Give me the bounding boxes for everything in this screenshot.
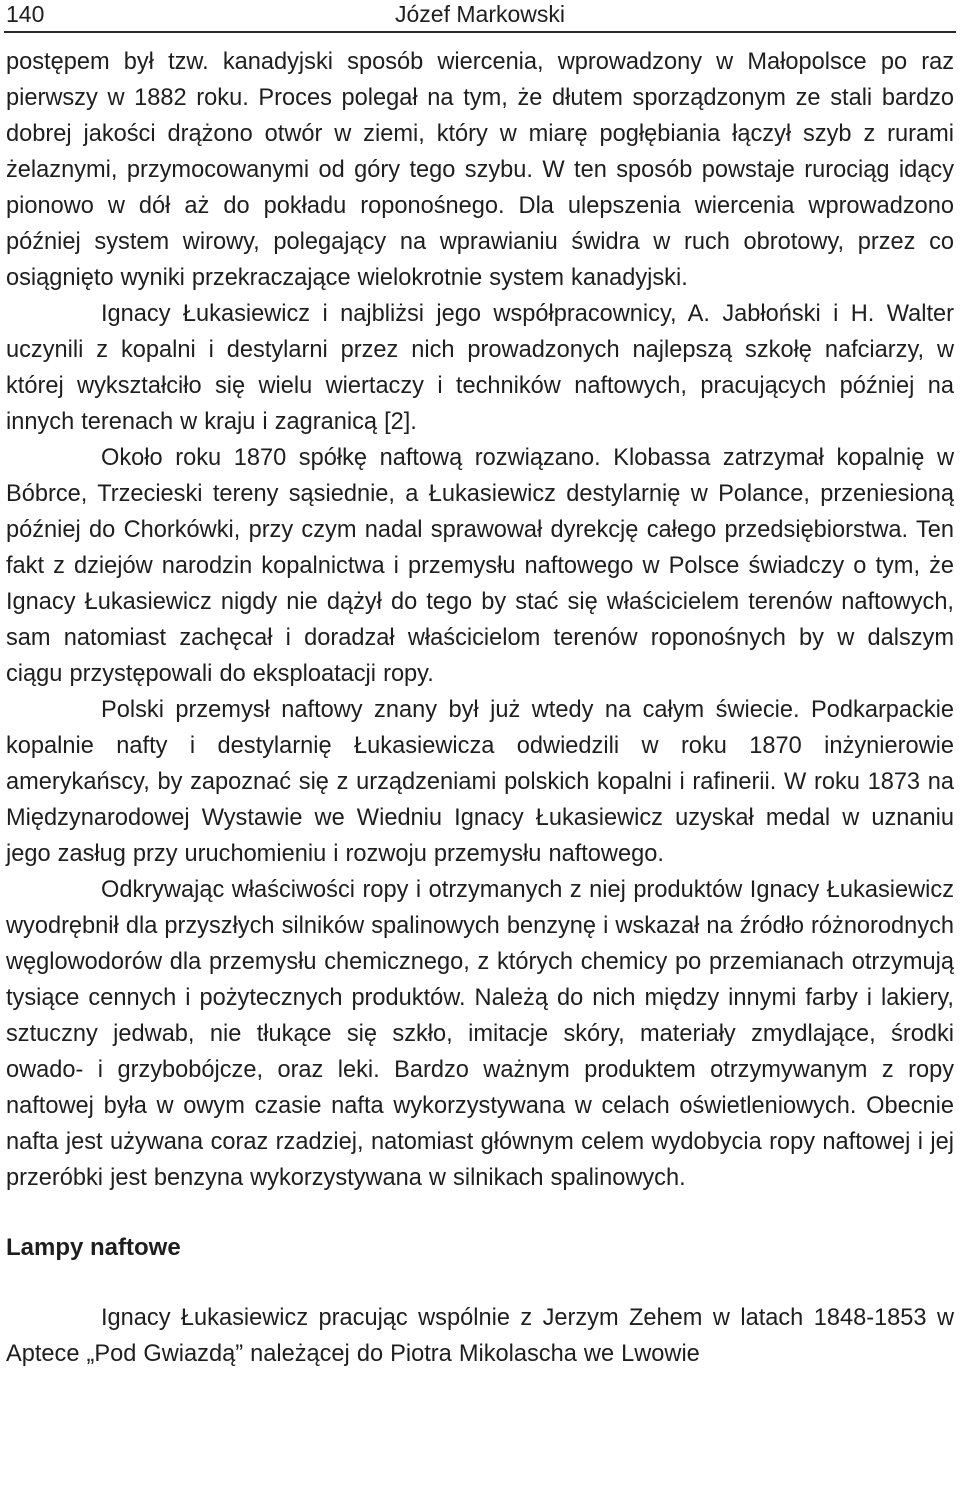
paragraph: Polski przemysł naftowy znany był już wtedy na całym świecie. Podkarpackie kopalnie nafty i destylarnię Łukasiewicza odwiedzili w roku 1870 inżynierowie amerykańscy, by zapoznać się z urządzeniami polskich kopalni i rafinerii. W roku 1873 na Międzynarodowej Wystawie we Wiedniu Ignacy Łukasiewicz uzyskał medal w uznaniu jego zasług przy uruchomieniu i rozwoju przemysłu naftowego. bbox=[6, 697, 954, 867]
paragraph: Odkrywając właściwości ropy i otrzymanych z niej produktów Ignacy Łukasiewicz wyodrębnił dla przyszłych silników spalinowych benzynę i wskazał na źródło różnorodnych węglowodorów dla przemysłu chemicznego, z których chemicy po przemianach otrzymują tysiące cennych i pożytecznych produktów. Należą do nich między innymi farby i lakiery, sztuczny jedwab, nie tłukące się szkło, imitacje skóry, materiały zmydlające, środki owado- i grzybobójcze, oraz leki. Bardzo ważnym produktem otrzymywanym z ropy naftowej była w owym czasie nafta wykorzystywana w celach oświetleniowych. Obecnie nafta jest używana coraz rzadziej, natomiast głównym celem wydobycia ropy naftowej i jej przeróbki jest benzyna wykorzystywana w silnikach spalinowych. bbox=[6, 877, 954, 1191]
paragraph: Ignacy Łukasiewicz i najbliżsi jego współpracownicy, A. Jabłoński i H. Walter uczynili z kopalni i destylarni przez nich prowadzonych najlepszą szkołę nafciarzy, w której wykształciło się wielu wiertaczy i techników naftowych, pracujących później na innych terenach w kraju i zagranicą [2]. bbox=[6, 301, 954, 435]
running-header-author: Józef Markowski bbox=[395, 1, 565, 27]
page-number: 140 bbox=[6, 1, 45, 27]
body-text bbox=[6, 44, 954, 1372]
section-paragraph: Ignacy Łukasiewicz pracując wspólnie z Jerzym Zehem w latach 1848-1853 w Aptece „Pod Gwiazdą” należącej do Piotra Mikolascha we Lwowie bbox=[6, 1305, 954, 1367]
paragraph: Około roku 1870 spółkę naftową rozwiązano. Klobassa zatrzymał kopalnię w Bóbrce, Trzecieski tereny sąsiednie, a Łukasiewicz destylarnię w Polance, przeniesioną później do Chorkówki, przy czym nadal sprawował dyrekcję całego przedsiębiorstwa. Ten fakt z dziejów narodzin kopalnictwa i przemysłu naftowego w Polsce świadczy o tym, że Ignacy Łukasiewicz nigdy nie dążył do tego by stać się właścicielem terenów naftowych, sam natomiast zachęcał i doradzał właścicielom terenów roponośnych by w dalszym ciągu przystępowali do eksploatacji ropy. bbox=[6, 445, 954, 687]
section-heading: Lampy naftowe bbox=[6, 1234, 181, 1261]
running-header bbox=[6, 0, 954, 28]
header-rule bbox=[4, 31, 956, 33]
paragraph-continued: postępem był tzw. kanadyjski sposób wiercenia, wprowadzony w Małopolsce po raz pierwszy w 1882 roku. Proces polegał na tym, że dłutem sporządzonym ze stali bardzo dobrej jakości drążono otwór w ziemi, który w miarę pogłębiania łączył szyb z rurami żelaznymi, przymocowanymi od góry tego szybu. W ten sposób powstaje rurociąg idący pionowo w dół aż do pokładu roponośnego. Dla ulepszenia wiercenia wprowadzono później system wirowy, polegający na wprawianiu świdra w ruch obrotowy, przez co osiągnięto wyniki przekraczające wielokrotnie system kanadyjski. bbox=[6, 49, 954, 291]
